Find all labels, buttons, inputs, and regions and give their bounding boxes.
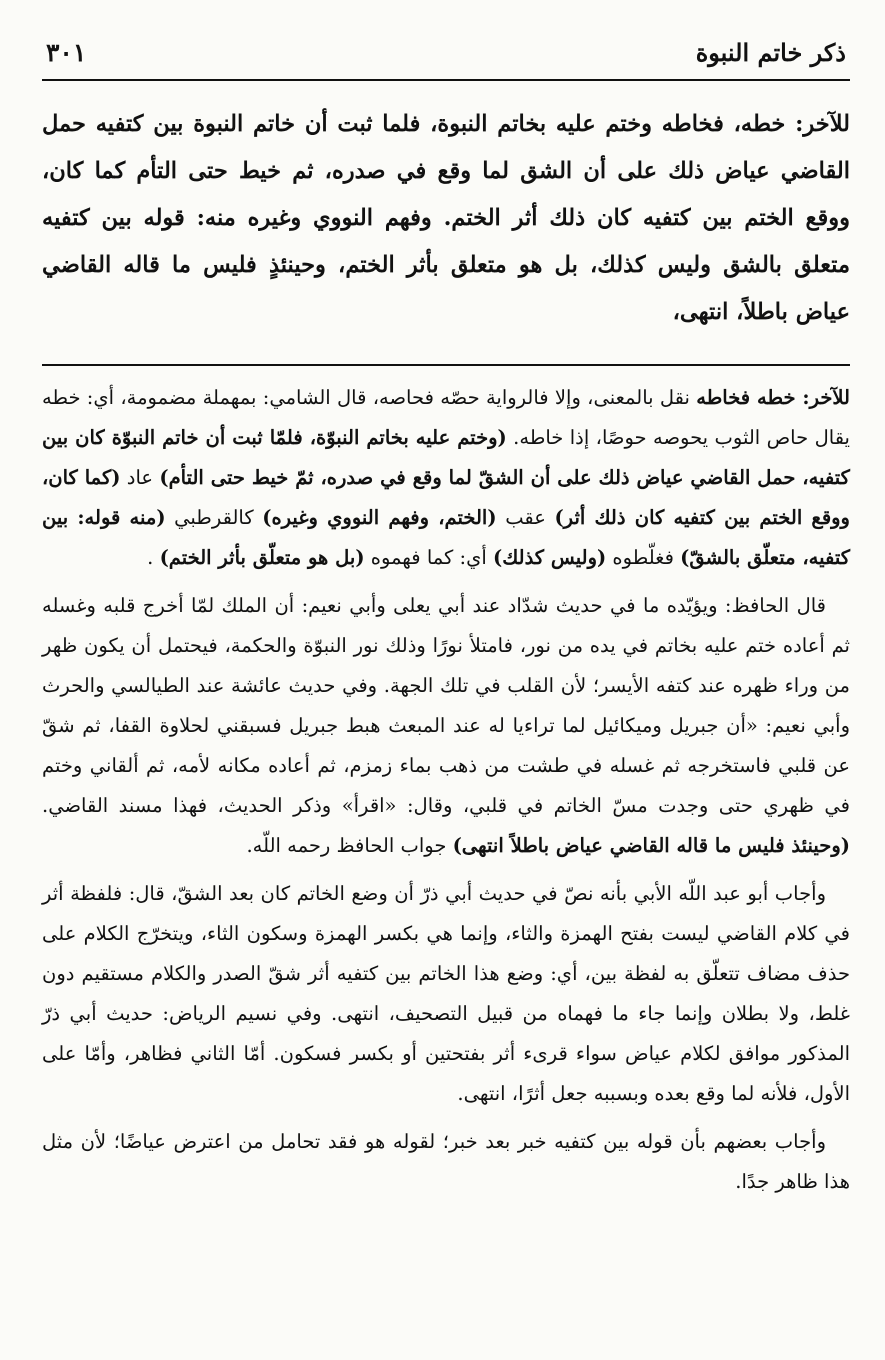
commentary-text: قال الحافظ: ويؤيّده ما في حديث شدّاد عند أبي يعلى وأبي نعيم: أن الملك لمّا أخرج قلبه وغسله ثم أعاده ختم عليه بخاتم في يده من نور، فامتلأ نورًا وذلك نور النبوّة والحكمة، فيحتمل أن يكون ظهر من وراء ظهره عند كتفه الأيسر؛ لأن القلب في تلك الجهة. وفي حديث عائشة عند الطيالسي والحرث وأبي نعيم: «أن جبريل وميكائيل لما تراءيا له عند المبعث هبط جبريل فسبقني لحلاوة القفا، ثم شقّ عن قلبي فاستخرجه ثم غسله في طشت من ذهب بماء زمزم، ثم أعاده مكانه لأمه، ثم ألقاني وختم في ظهري حتى وجدت مسّ الخاتم في قلبي، وقال: «اقرأ» وذكر الحديث، فهذا مسند القاضي. [42,594,850,817]
book-page [42,38,850,1210]
section-divider [42,364,850,366]
commentary [42,378,850,1202]
commentary-paragraph-4 [42,1122,850,1202]
commentary-paragraph-3 [42,874,850,1114]
quoted-main-text: (وختم عليه بخاتم النبوّة، فلمّا ثبت أن خاتم النبوّة كان بين كتفيه، حمل القاضي عياض ذلك على أن الشقّ لما وقع في صدره، ثمّ خيط حتى التأم) [42,426,850,489]
commentary-text: فغلّطوه [606,546,681,569]
commentary-text: أي: كما فهموه [364,546,493,569]
quoted-main-text: (كما كان، ووقع الختم بين كتفيه كان ذلك أثر) [42,466,850,529]
quoted-main-text: (الختم، وفهم النووي وغيره) [262,506,497,529]
commentary-text: نقل بالمعنى، وإلا فالرواية حصّه فحاصه، قال الشامي: بمهملة مضمومة، أي: خطه يقال حاص الثوب يحوصه حوصًا، إذا خاطه. [42,386,850,449]
quoted-main-text: للآخر: خطه فخاطه [696,386,850,409]
main-text [42,101,850,336]
chapter-title: ذكر خاتم النبوة [695,38,846,67]
page-header [42,38,850,81]
commentary-text: عقب [496,506,555,529]
page-number: ٣٠١ [46,38,87,67]
quoted-main-text: (بل هو متعلّق بأثر الختم) [159,546,365,569]
commentary-text: وأجاب بعضهم بأن قوله بين كتفيه خبر بعد خبر؛ لقوله هو فقد تحامل من اعترض عياضًا؛ لأن مثل هذا ظاهر جدًا. [42,1130,850,1193]
quoted-main-text: (وليس كذلك) [492,546,607,569]
commentary-text: وأجاب أبو عبد اللّه الأبي بأنه نصّ في حديث أبي ذرّ أن وضع الخاتم كان بعد الشقّ، قال: فلفظة أثر في كلام القاضي ليست بفتح الهمزة والثاء، وإنما هي بكسر الهمزة وسكون الثاء، ويتخرّج الكلام على حذف مضاف تتعلّق به لفظة بين، أي: وضع هذا الخاتم بين كتفيه أثر شقّ الصدر والكلام مستقيم دون غلط، ولا بطلان وإنما جاء ما فهماه من قبيل التصحيف، انتهى. وفي نسيم الرياض: حديث أبي ذرّ المذكور موافق لكلام عياض سواء قرىء أثر بفتحتين أو بكسر فسكون. أمّا الثاني فظاهر، وأمّا على الأول، فلأنه لما وقع بعده وبسببه جعل أثرًا، انتهى. [42,882,850,1105]
commentary-paragraph-1 [42,378,850,578]
commentary-text: جواب الحافظ رحمه اللّه. [246,834,453,857]
main-paragraph: للآخر: خطه، فخاطه وختم عليه بخاتم النبوة، فلما ثبت أن خاتم النبوة بين كتفيه حمل القاضي عياض ذلك على أن الشق لما وقع في صدره، ثم خيط حتى التأم كما كان، ووقع الختم بين كتفيه كان ذلك أثر الختم. وفهم النووي وغيره منه: قوله بين كتفيه متعلق بالشق وليس كذلك، بل هو متعلق بأثر الختم، وحينئذٍ فليس ما قاله القاضي عياض باطلاً، انتهى، [42,111,850,325]
commentary-text: . [147,546,160,569]
quoted-main-text: (وحينئذ فليس ما قاله القاضي عياض باطلاً انتهى) [452,834,850,857]
commentary-text: كالقرطبي [165,506,263,529]
quoted-main-text: (منه قوله: بين كتفيه، متعلّق بالشقّ) [42,506,850,569]
commentary-text: عاد [120,466,160,489]
commentary-paragraph-2 [42,586,850,866]
